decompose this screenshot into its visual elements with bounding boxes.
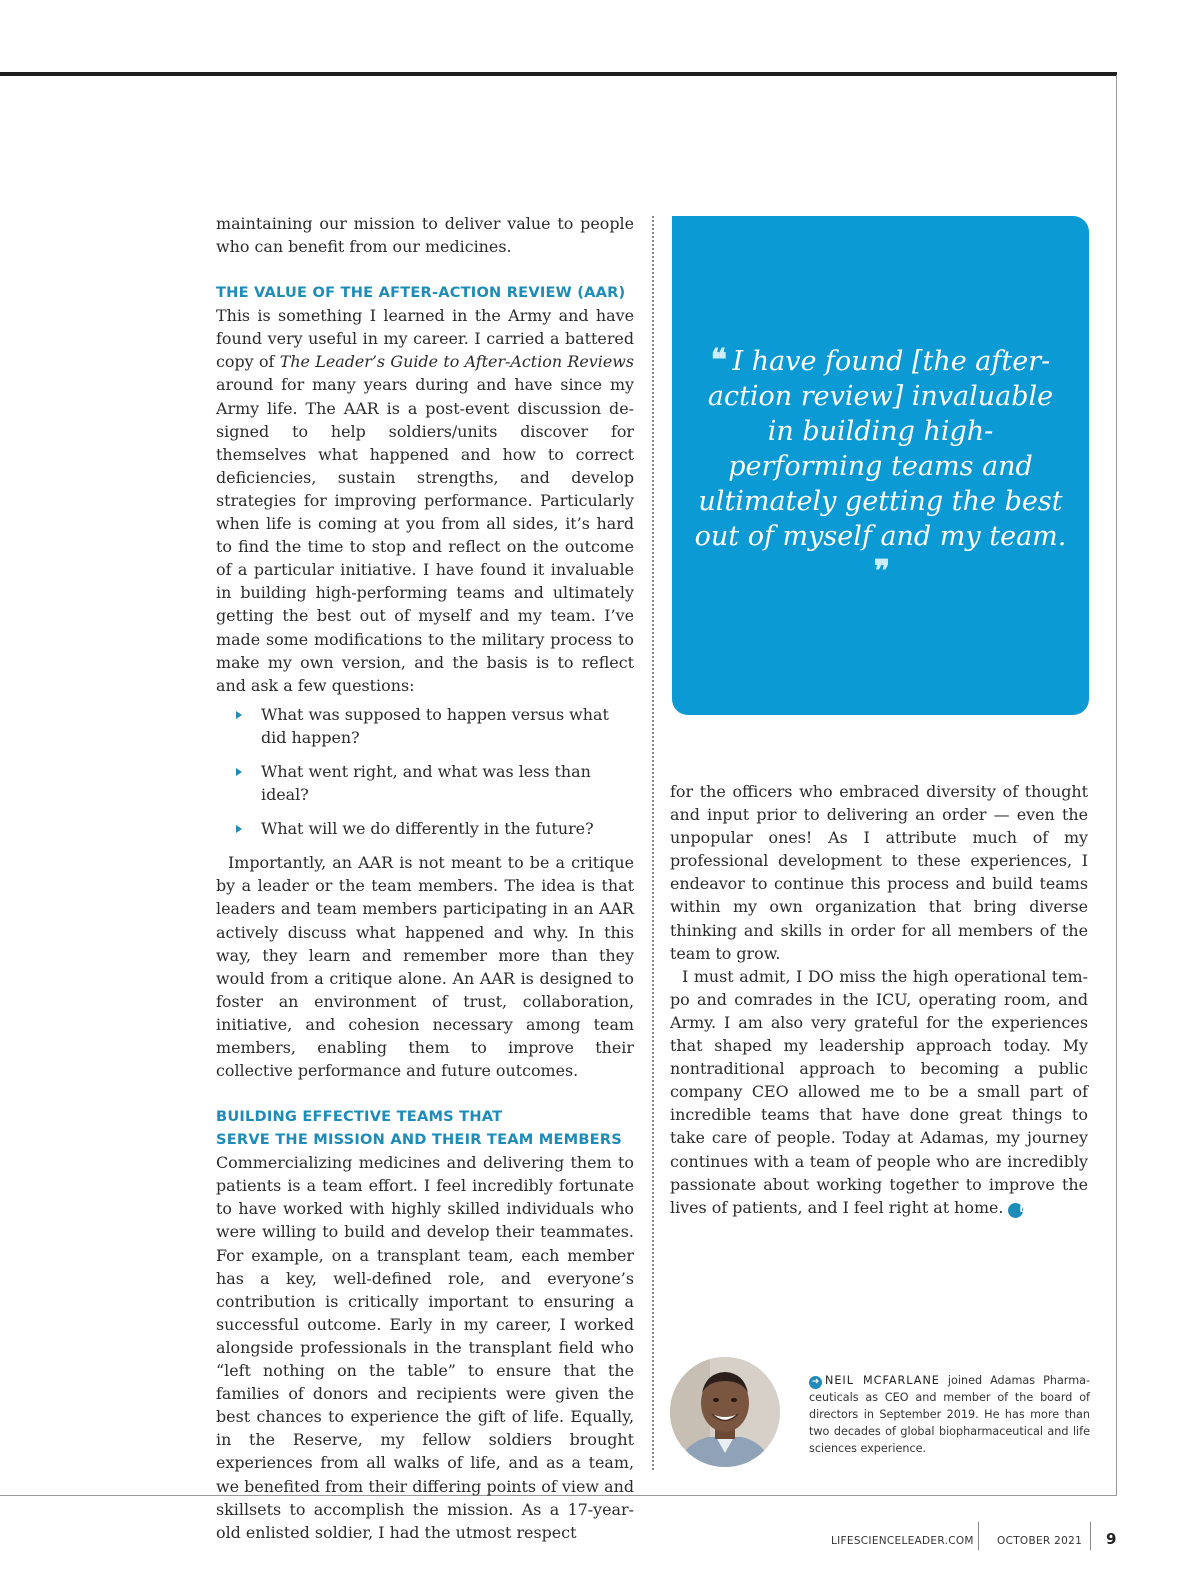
book-title: The Leader’s Guide to After-Action Reviews	[279, 352, 634, 372]
aar-paragraph-2: Importantly, an AAR is not meant to be a critique by a leader or the team members. The idea is that leaders and team members participating in an AAR actively discuss what happened and why. In this way, they learn and remember more than they would from a critique alone. An AAR is designed to foster an environment of trust, collaboration, initiative, and cohesion necessary among team members, enabling them to improve their collective performance and future outcomes.	[216, 853, 634, 1081]
left-column	[216, 212, 634, 1544]
bullet-triangle-icon	[236, 768, 242, 776]
end-mark-icon: L	[1008, 1203, 1023, 1218]
teams-paragraph: Commercializing medicines and delivering them to patients is a team effort. I feel incredibly fortunate to have worked with highly skilled individuals who were willing to build and develop their teammates. For example, on a transplant team, each member has a key, well-defined role, and everyone’s contribution is critically important to ensuring a successful outcome. Early in my career, I worked alongside professionals in the transplant field who “left nothing on the table” to ensure that the families of donors and recipients were given the best chances to experience the gift of life. Equally, in the Reserve, my fellow soldiers brought experiences from all walks of life, and as a team, we benefited from their differing points of view and skillsets to accomplish the mission. As a 17-year-old enlisted soldier, I had the utmost respect	[216, 1153, 634, 1542]
pull-quote-box	[672, 216, 1089, 715]
footer-separator	[1090, 1522, 1091, 1550]
final-paragraph	[670, 965, 1088, 1219]
bio-text: joined Adamas Pharmaceuticals as CEO and member of the board of directors in September 2019. He has more than two decades of global biopharmaceutical and life sciences experience.	[809, 1374, 1091, 1455]
list-item	[216, 760, 634, 806]
pull-quote-text: I have found [the after-action review] invaluable in building high-performing teams and ultimately getting the best out of myself and my team.	[694, 346, 1067, 552]
right-margin-rule	[1116, 75, 1117, 1495]
list-item	[216, 703, 634, 749]
arrow-right-icon: ➜	[809, 1376, 822, 1389]
section-heading-aar: THE VALUE OF THE AFTER-ACTION REVIEW (AAR)	[216, 284, 626, 302]
footer-issue-date: OCTOBER 2021	[997, 1535, 1083, 1547]
final-paragraph-text: I must admit, I DO miss the high operational tempo and comrades in the ICU, operating room, and Army. I am also very grateful for the experiences that shaped my leadership approach today. My nontraditional approach to becoming a public company CEO allowed me to be a small part of incredible teams that have done great things to take care of people. Today at Adamas, my journey continues with a team of people who are incredibly passionate about working together to improve the lives of patients, and I feel right at home.	[670, 966, 1088, 1217]
close-quote-icon: ❞	[873, 554, 888, 589]
author-photo	[670, 1357, 780, 1467]
section-heading-teams	[216, 1105, 634, 1151]
author-name: NEIL MCFARLANE	[825, 1374, 940, 1387]
continuation-paragraph: for the officers who embraced diversity of thought and input prior to delivering an order — even the unpopular ones! As I attribute much of my professional development to these experiences, I endeavor to continue this process and build teams within my own organization that bring diverse thinking and skills in order for all members of the team to grow.	[670, 782, 1088, 963]
pull-quote	[692, 343, 1069, 590]
bullet-triangle-icon	[236, 825, 242, 833]
author-bio	[809, 1372, 1090, 1457]
section-heading-teams-line-2: SERVE THE MISSION AND THEIR TEAM MEMBERS	[216, 1131, 622, 1149]
list-item-text: What will we do differently in the future?	[261, 819, 594, 839]
intro-paragraph: maintaining our mission to deliver value to people who can benefit from our medicines.	[216, 214, 634, 257]
aar-text-start: This is something I learned in the Army and have found very useful in my career. I carried a battered copy of	[216, 306, 634, 372]
page-number: 9	[1106, 1530, 1117, 1548]
section-heading-teams-line-1: BUILDING EFFECTIVE TEAMS THAT	[216, 1108, 503, 1126]
top-rule	[0, 72, 1117, 76]
open-quote-icon: ❝	[710, 343, 724, 378]
right-column	[670, 780, 1088, 1219]
bullet-triangle-icon	[236, 711, 242, 719]
list-item	[216, 817, 634, 840]
aar-paragraph-1	[216, 304, 634, 697]
footer-separator	[978, 1522, 979, 1550]
list-item-text: What was supposed to happen versus what did happen?	[261, 704, 609, 747]
aar-text-end: around for many years during and have since my Army life. The AAR is a post-event discussion designed to help soldiers/units discover for themselves what happened and how to correct deficiencies, sustain strengths, and develop strategies for improving performance. Particularly when life is coming at you from all sides, it’s hard to find the time to stop and reflect on the outcome of a particular initiative. I have found it invaluable in building high-performing teams and ultimately getting the best out of myself and my team. I’ve made some modifications to the military process to make my own version, and the basis is to reflect and ask a few questions:	[216, 375, 634, 695]
footer-website: LIFESCIENCELEADER.COM	[831, 1535, 974, 1547]
column-divider	[652, 216, 654, 1470]
list-item-text: What went right, and what was less than ideal?	[261, 761, 591, 805]
question-list	[216, 703, 634, 840]
